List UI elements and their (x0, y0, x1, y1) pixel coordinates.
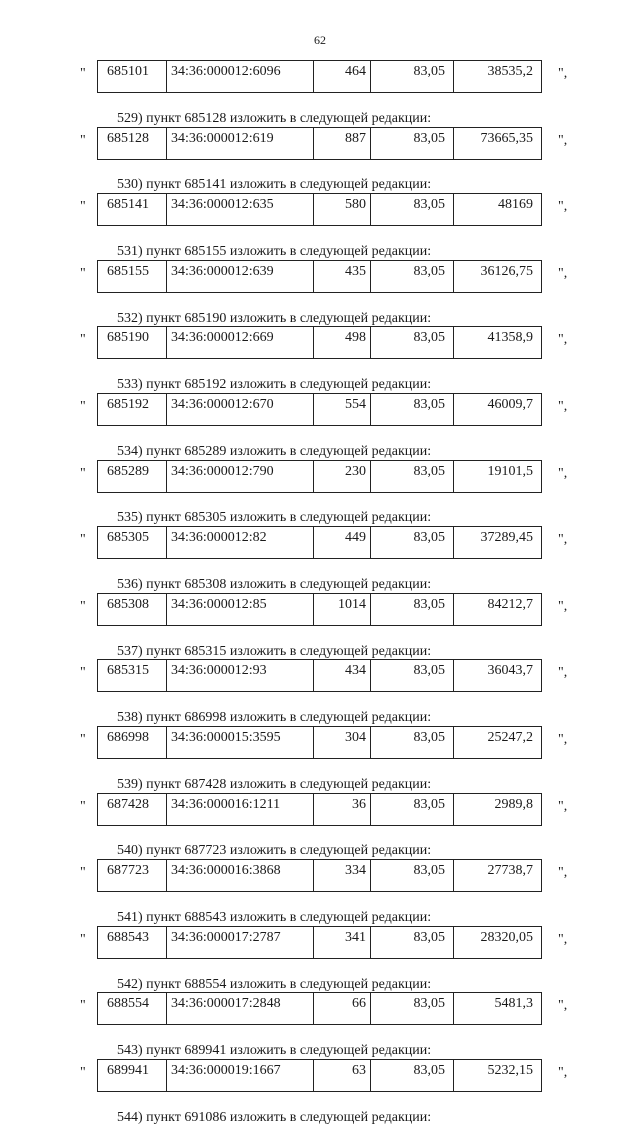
item-row (0, 793, 640, 826)
cell-id: 685101 (98, 61, 167, 93)
amendment-block (0, 127, 640, 177)
cell-area: 304 (314, 726, 371, 758)
closing-quote: ", (558, 66, 568, 81)
cell-cadastral-number: 34:36:000012:619 (167, 127, 314, 159)
cell-cadastral-number: 34:36:000012:6096 (167, 61, 314, 93)
cell-rate: 83,05 (371, 926, 454, 958)
cell-area: 887 (314, 127, 371, 159)
cell-sum: 38535,2 (454, 61, 542, 93)
cell-rate: 83,05 (371, 527, 454, 559)
data-table (97, 1059, 542, 1092)
opening-quote: " (80, 332, 86, 348)
closing-quote: ", (558, 665, 568, 681)
table-row (98, 1059, 542, 1091)
cell-cadastral-number: 34:36:000012:669 (167, 327, 314, 359)
cell-id: 685315 (98, 660, 167, 692)
closing-quote: ", (558, 865, 568, 881)
cell-area: 334 (314, 860, 371, 892)
amendment-text: 540) пункт 687723 изложить в следующей редакции: (117, 843, 432, 859)
cell-id: 685289 (98, 460, 167, 492)
closing-quote: ", (558, 465, 568, 481)
table-row (98, 860, 542, 892)
cell-area: 435 (314, 260, 371, 292)
cell-area: 66 (314, 993, 371, 1025)
amendment-text: 542) пункт 688554 изложить в следующей редакции: (117, 976, 432, 992)
closing-quote: ", (558, 199, 568, 215)
cell-area: 63 (314, 1059, 371, 1091)
data-table (97, 460, 542, 493)
cell-rate: 83,05 (371, 726, 454, 758)
item-row (0, 992, 640, 1025)
data-table (97, 726, 542, 759)
amendment-block (0, 260, 640, 310)
amendment-block (0, 60, 640, 110)
cell-sum: 41358,9 (454, 327, 542, 359)
amendment-text: 535) пункт 685305 изложить в следующей редакции: (117, 510, 432, 526)
opening-quote: " (80, 598, 86, 614)
cell-id: 687723 (98, 860, 167, 892)
closing-quote: ", (558, 1064, 568, 1080)
closing-quote: ", (558, 598, 568, 614)
amendment-text: 534) пункт 685289 изложить в следующей редакции: (117, 443, 432, 459)
cell-sum: 36126,75 (454, 260, 542, 292)
item-row (0, 859, 640, 892)
item-row (0, 1059, 640, 1092)
cell-cadastral-number: 34:36:000012:790 (167, 460, 314, 492)
amendment-block (0, 593, 640, 643)
cell-id: 685192 (98, 393, 167, 425)
data-table (97, 393, 542, 426)
closing-quote: ", (558, 798, 568, 814)
cell-area: 1014 (314, 593, 371, 625)
cell-area: 464 (314, 61, 371, 93)
table-row (98, 593, 542, 625)
cell-rate: 83,05 (371, 660, 454, 692)
table-row (98, 460, 542, 492)
opening-quote: " (80, 265, 86, 281)
cell-rate: 83,05 (371, 327, 454, 359)
data-table (97, 659, 542, 692)
cell-id: 685308 (98, 593, 167, 625)
opening-quote: " (80, 665, 86, 681)
table-row (98, 660, 542, 692)
cell-sum: 5481,3 (454, 993, 542, 1025)
cell-id: 685155 (98, 260, 167, 292)
amendment-text: 541) пункт 688543 изложить в следующей редакции: (117, 909, 432, 925)
amendment-text: 532) пункт 685190 изложить в следующей редакции: (117, 310, 432, 326)
opening-quote: " (80, 931, 86, 947)
data-table (97, 793, 542, 826)
amendment-text: 533) пункт 685192 изложить в следующей редакции: (117, 377, 432, 393)
item-row (0, 127, 640, 160)
cell-rate: 83,05 (371, 460, 454, 492)
cell-id: 686998 (98, 726, 167, 758)
cell-sum: 37289,45 (454, 527, 542, 559)
closing-quote: ", (558, 532, 568, 548)
amendment-block (0, 326, 640, 376)
table-row (98, 993, 542, 1025)
cell-id: 687428 (98, 793, 167, 825)
amendment-block (0, 460, 640, 510)
opening-quote: " (80, 66, 86, 81)
data-table (97, 260, 542, 293)
amendment-block (0, 859, 640, 909)
opening-quote: " (80, 731, 86, 747)
item-row (0, 726, 640, 759)
cell-id: 688554 (98, 993, 167, 1025)
cell-sum: 19101,5 (454, 460, 542, 492)
cell-cadastral-number: 34:36:000016:3868 (167, 860, 314, 892)
cell-sum: 73665,35 (454, 127, 542, 159)
cell-area: 230 (314, 460, 371, 492)
item-row (0, 193, 640, 226)
cell-sum: 2989,8 (454, 793, 542, 825)
cell-cadastral-number: 34:36:000012:82 (167, 527, 314, 559)
amendments-list (0, 60, 640, 1126)
item-row (0, 926, 640, 959)
opening-quote: " (80, 199, 86, 215)
cell-id: 689941 (98, 1059, 167, 1091)
amendment-text: 531) пункт 685155 изложить в следующей редакции: (117, 243, 432, 259)
cell-area: 580 (314, 194, 371, 226)
closing-quote: ", (558, 332, 568, 348)
closing-quote: ", (558, 265, 568, 281)
amendment-text: 529) пункт 685128 изложить в следующей редакции: (117, 110, 432, 126)
cell-rate: 83,05 (371, 61, 454, 93)
cell-cadastral-number: 34:36:000019:1667 (167, 1059, 314, 1091)
cell-id: 685305 (98, 527, 167, 559)
cell-cadastral-number: 34:36:000012:85 (167, 593, 314, 625)
cell-rate: 83,05 (371, 194, 454, 226)
cell-cadastral-number: 34:36:000016:1211 (167, 793, 314, 825)
table-row (98, 260, 542, 292)
table-row (98, 527, 542, 559)
data-table (97, 926, 542, 959)
cell-id: 685141 (98, 194, 167, 226)
table-row (98, 393, 542, 425)
cell-cadastral-number: 34:36:000017:2848 (167, 993, 314, 1025)
amendment-block (0, 926, 640, 976)
closing-quote: ", (558, 398, 568, 414)
page-number: 62 (314, 33, 326, 47)
table-row (98, 793, 542, 825)
opening-quote: " (80, 532, 86, 548)
opening-quote: " (80, 798, 86, 814)
amendment-text: 543) пункт 689941 изложить в следующей редакции: (117, 1043, 432, 1059)
cell-area: 341 (314, 926, 371, 958)
data-table (97, 193, 542, 226)
amendment-block (0, 1059, 640, 1109)
amendment-block (0, 193, 640, 243)
cell-cadastral-number: 34:36:000015:3595 (167, 726, 314, 758)
cell-cadastral-number: 34:36:000012:639 (167, 260, 314, 292)
cell-rate: 83,05 (371, 1059, 454, 1091)
amendment-block (0, 393, 640, 443)
cell-sum: 5232,15 (454, 1059, 542, 1091)
cell-area: 434 (314, 660, 371, 692)
cell-sum: 25247,2 (454, 726, 542, 758)
cell-id: 685190 (98, 327, 167, 359)
amendment-text: 544) пункт 691086 изложить в следующей редакции: (117, 1109, 432, 1125)
cell-rate: 83,05 (371, 260, 454, 292)
cell-cadastral-number: 34:36:000012:635 (167, 194, 314, 226)
item-row (0, 659, 640, 692)
table-row (98, 127, 542, 159)
item-row (0, 393, 640, 426)
opening-quote: " (80, 132, 86, 148)
data-table (97, 60, 542, 93)
opening-quote: " (80, 998, 86, 1014)
cell-cadastral-number: 34:36:000012:93 (167, 660, 314, 692)
cell-area: 554 (314, 393, 371, 425)
cell-area: 498 (314, 327, 371, 359)
amendment-text: 538) пункт 686998 изложить в следующей редакции: (117, 710, 432, 726)
cell-sum: 84212,7 (454, 593, 542, 625)
opening-quote: " (80, 398, 86, 414)
amendment-block (0, 793, 640, 843)
cell-id: 685128 (98, 127, 167, 159)
cell-rate: 83,05 (371, 393, 454, 425)
table-row (98, 726, 542, 758)
item-row (0, 526, 640, 559)
closing-quote: ", (558, 731, 568, 747)
table-row (98, 194, 542, 226)
cell-rate: 83,05 (371, 860, 454, 892)
cell-id: 688543 (98, 926, 167, 958)
cell-sum: 27738,7 (454, 860, 542, 892)
table-row (98, 327, 542, 359)
cell-sum: 28320,05 (454, 926, 542, 958)
closing-quote: ", (558, 132, 568, 148)
cell-sum: 36043,7 (454, 660, 542, 692)
amendment-text: 539) пункт 687428 изложить в следующей редакции: (117, 776, 432, 792)
item-row (0, 593, 640, 626)
amendment-block (0, 659, 640, 709)
cell-rate: 83,05 (371, 793, 454, 825)
opening-quote: " (80, 1064, 86, 1080)
data-table (97, 859, 542, 892)
cell-area: 449 (314, 527, 371, 559)
amendment-text: 530) пункт 685141 изложить в следующей редакции: (117, 177, 432, 193)
data-table (97, 992, 542, 1025)
item-row (0, 260, 640, 293)
cell-rate: 83,05 (371, 593, 454, 625)
item-row (0, 60, 640, 93)
amendment-block (0, 992, 640, 1042)
data-table (97, 127, 542, 160)
cell-cadastral-number: 34:36:000017:2787 (167, 926, 314, 958)
amendment-block (0, 726, 640, 776)
table-row (98, 61, 542, 93)
cell-area: 36 (314, 793, 371, 825)
cell-rate: 83,05 (371, 993, 454, 1025)
cell-cadastral-number: 34:36:000012:670 (167, 393, 314, 425)
cell-rate: 83,05 (371, 127, 454, 159)
amendment-text: 537) пункт 685315 изложить в следующей редакции: (117, 643, 432, 659)
amendment-block (0, 526, 640, 576)
closing-quote: ", (558, 998, 568, 1014)
table-row (98, 926, 542, 958)
data-table (97, 593, 542, 626)
closing-quote: ", (558, 931, 568, 947)
item-row (0, 460, 640, 493)
amendment-text: 536) пункт 685308 изложить в следующей редакции: (117, 576, 432, 592)
cell-sum: 46009,7 (454, 393, 542, 425)
data-table (97, 526, 542, 559)
item-row (0, 326, 640, 359)
cell-sum: 48169 (454, 194, 542, 226)
data-table (97, 326, 542, 359)
opening-quote: " (80, 865, 86, 881)
opening-quote: " (80, 465, 86, 481)
